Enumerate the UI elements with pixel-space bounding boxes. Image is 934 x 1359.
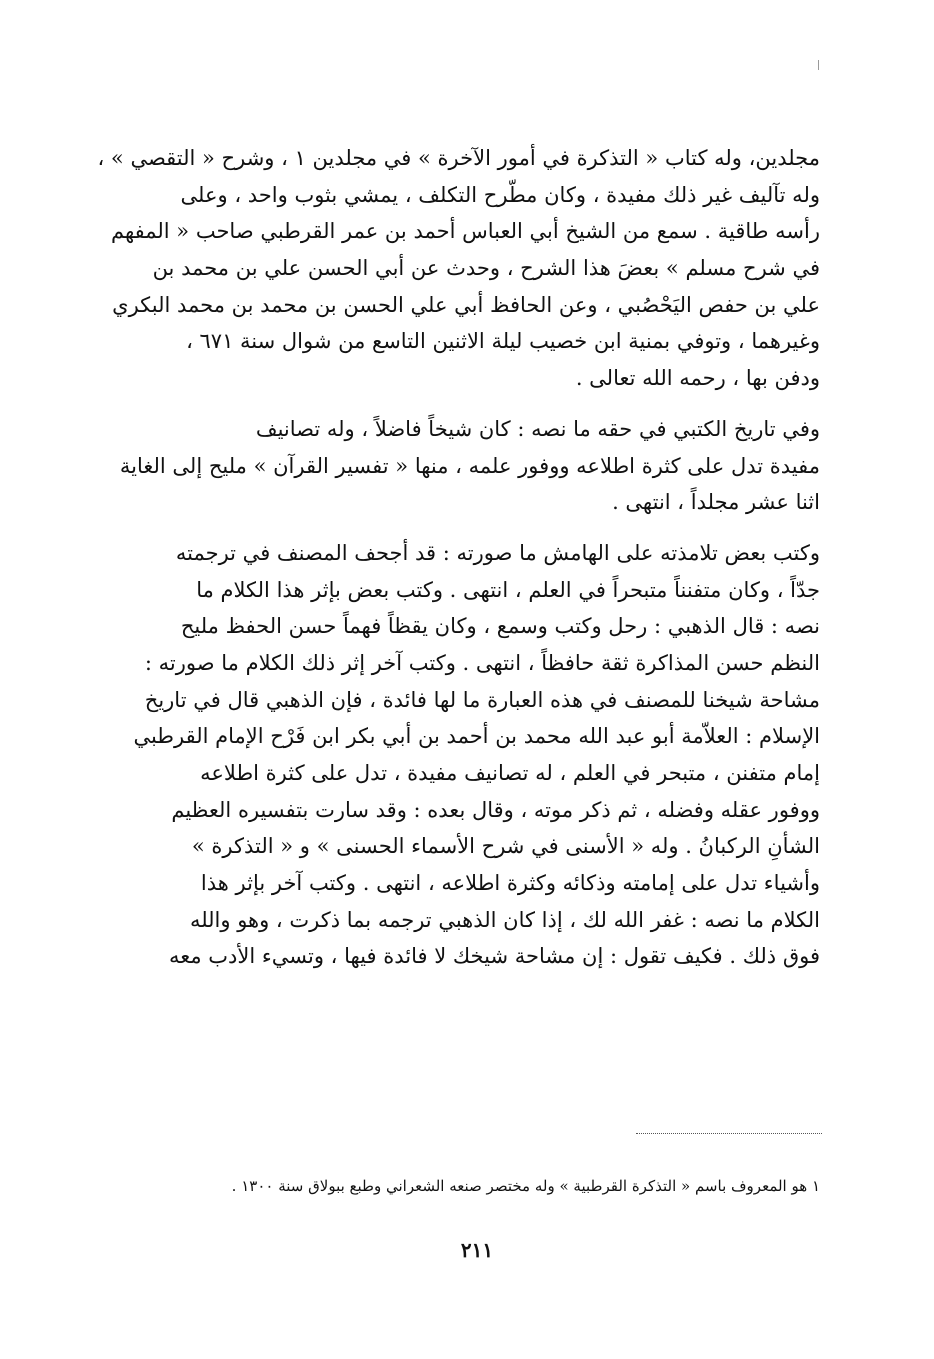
- paragraph-gap: [120, 397, 820, 411]
- paragraph-gap: [120, 521, 820, 535]
- text-line: في شرح مسلم » بعضَ هذا الشرح ، وحدث عن أبي الحسن علي بن محمد بن: [152, 256, 820, 281]
- text-line: ودفن بها ، رحمه الله تعالى .: [575, 366, 820, 391]
- text-line: إمام متفنن ، متبحر في العلم ، له تصانيف مفيدة ، تدل على كثرة اطلاعه: [200, 761, 820, 785]
- text-line: فوق ذلك . فكيف تقول : إن مشاحة شيخك لا فائدة فيها ، وتسيء الأدب معه: [168, 944, 820, 969]
- footnote: ١ هو المعروف باسم « التذكرة القرطبية » وله مختصر صنعه الشعراني وطبع ببولاق سنة ١٣٠٠ .: [231, 1177, 820, 1195]
- text-line: وأشياء تدل على إمامته وذكائه وكثرة اطلاعه ، انتهى . وكتب آخر بإثر هذا: [200, 871, 820, 896]
- text-line: رأسه طاقية . سمع من الشيخ أبي العباس أحمد بن عمر القرطبي صاحب « المفهم: [110, 219, 820, 244]
- text-line: علي بن حفص اليَحْصُبي ، وعن الحافظ أبي علي الحسن بن محمد بن محمد البكري: [112, 292, 820, 317]
- text-line: جدّاً ، وكان متفنناً متبحراً في العلم ، انتهى . وكتب بعض بإثر هذا الكلام ما: [196, 577, 820, 602]
- text-line: وغيرهما ، وتوفي بمنية ابن خصيب ليلة الاثنين التاسع من شوال سنة ٦٧١ ،: [186, 329, 820, 354]
- text-line: النظم حسن المذاكرة ثقة حافظاً ، انتهى . وكتب آخر إثر ذلك الكلام ما صورته :: [144, 650, 820, 675]
- main-text: [97, 140, 820, 975]
- paragraph-1: [97, 140, 820, 397]
- text-line: مجلدين، وله كتاب « التذكرة في أمور الآخرة » في مجلدين ١ ، وشرح « التقصي » ،: [97, 146, 820, 170]
- text-line: نصه : قال الذهبي : رحل وكتب وسمع ، وكان يقظاً فهماً حسن الحفظ مليح: [180, 614, 820, 639]
- text-line: مشاحة شيخنا للمصنف في هذه العبارة ما لها فائدة ، فإن الذهبي قال في تاريخ: [144, 687, 820, 712]
- text-line: وفي تاريخ الكتبي في حقه ما نصه : كان شيخاً فاضلاً ، وله تصانيف: [255, 416, 820, 441]
- text-line: الإسلام : العلاّمة أبو عبد الله محمد بن أحمد بن أبي بكر ابن فَرْح الإمام القرطبي: [133, 724, 820, 749]
- text-line: ووفور عقله وفضله ، ثم ذكر موته ، وقال بعده : وقد سارت بتفسيره العظيم: [171, 797, 820, 822]
- footnote-separator: [636, 1133, 822, 1134]
- page-number: ٢١١: [460, 1238, 494, 1262]
- text-line: وله تآليف غير ذلك مفيدة ، وكان مطّرح التكلف ، يمشي بثوب واحد ، وعلى: [180, 182, 820, 207]
- text-line: اثنا عشر مجلداً ، انتهى .: [612, 490, 820, 515]
- paragraph-3: [120, 535, 820, 975]
- text-line: مفيدة تدل على كثرة اطلاعه ووفور علمه ، منها « تفسير القرآن » مليح إلى الغاية: [119, 453, 820, 478]
- paragraph-2: [120, 411, 820, 521]
- text-line: الكلام ما نصه : غفر الله لك ، إذا كان الذهبي ترجمه بما ذكرت ، وهو والله: [189, 907, 820, 932]
- text-line: وكتب بعض تلامذته على الهامش ما صورته : قد أجحف المصنف في ترجمته: [175, 540, 820, 565]
- text-line: الشأنِ الركبانُ . وله « الأسنى في شرح الأسماء الحسنى » و « التذكرة »: [191, 834, 820, 859]
- stray-mark: [818, 60, 819, 70]
